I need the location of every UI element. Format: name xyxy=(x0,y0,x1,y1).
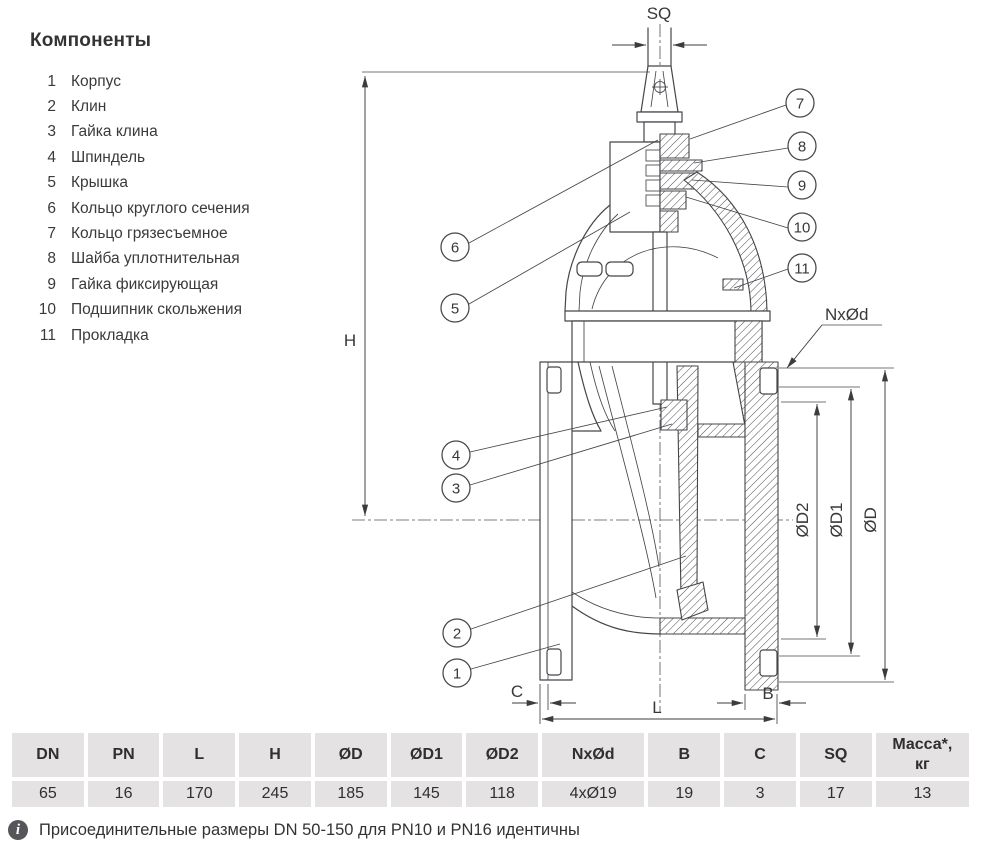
cell-od: 185 xyxy=(315,781,387,807)
cell-mass: 13 xyxy=(876,781,969,807)
table-header-row xyxy=(12,733,969,777)
col-header-od1: ØD1 xyxy=(391,733,463,777)
component-number: 4 xyxy=(47,148,56,166)
dim-label-od2: ØD2 xyxy=(793,502,812,538)
cell-h: 245 xyxy=(239,781,311,807)
cell-l: 170 xyxy=(163,781,235,807)
component-label: Кольцо круглого сечения xyxy=(71,199,250,217)
left-flange xyxy=(540,362,572,680)
col-header-c: C xyxy=(724,733,796,777)
col-header-od2: ØD2 xyxy=(466,733,538,777)
callout-7 xyxy=(690,89,814,139)
component-label: Крышка xyxy=(71,174,128,192)
component-label: Шпиндель xyxy=(71,148,146,166)
footnote xyxy=(8,820,580,840)
component-label: Прокладка xyxy=(71,326,149,344)
svg-text:11: 11 xyxy=(794,260,810,278)
col-header-b: B xyxy=(648,733,720,777)
component-label: Подшипник скольжения xyxy=(71,301,242,319)
component-label: Клин xyxy=(71,98,107,116)
cell-nxod: 4xØ19 xyxy=(542,781,644,807)
component-number: 8 xyxy=(47,250,56,268)
cell-od1: 145 xyxy=(391,781,463,807)
svg-text:2: 2 xyxy=(452,625,462,643)
col-header-od: ØD xyxy=(315,733,387,777)
component-number: 1 xyxy=(47,72,56,90)
component-number: 2 xyxy=(47,98,56,116)
svg-text:5: 5 xyxy=(450,300,460,318)
component-label: Шайба уплотнительная xyxy=(71,250,240,268)
col-header-nxod: NxØd xyxy=(542,733,644,777)
valve-body-outline xyxy=(540,28,778,690)
right-flange-section xyxy=(745,362,778,690)
info-icon: i xyxy=(8,820,28,840)
wiper-ring-section xyxy=(660,134,689,158)
col-header-l: L xyxy=(163,733,235,777)
component-number: 3 xyxy=(47,123,56,141)
svg-text:6: 6 xyxy=(450,239,460,257)
svg-text:4: 4 xyxy=(451,447,461,465)
dim-label-l: L xyxy=(652,698,662,717)
svg-text:7: 7 xyxy=(795,95,805,113)
page-title: Компоненты xyxy=(30,30,152,51)
component-label: Кольцо грязесъемное xyxy=(71,225,228,243)
component-number: 9 xyxy=(47,275,56,293)
cell-dn: 65 xyxy=(12,781,84,807)
col-header-sq: SQ xyxy=(800,733,872,777)
component-number: 6 xyxy=(47,199,56,217)
gasket-section xyxy=(723,279,743,290)
component-number: 7 xyxy=(47,225,56,243)
dim-h xyxy=(344,72,650,516)
svg-text:10: 10 xyxy=(793,219,811,237)
dim-label-sq: SQ xyxy=(646,4,672,23)
svg-text:1: 1 xyxy=(452,665,462,683)
dim-label-od: ØD xyxy=(861,507,880,533)
dim-sq xyxy=(612,4,707,45)
svg-text:9: 9 xyxy=(797,177,807,195)
col-header-pn: PN xyxy=(88,733,160,777)
svg-text:3: 3 xyxy=(451,480,461,498)
callout-8 xyxy=(694,132,816,163)
dimensions-table xyxy=(8,729,973,811)
table-data-row xyxy=(12,781,969,807)
svg-text:8: 8 xyxy=(797,138,807,156)
component-number: 11 xyxy=(39,326,56,344)
wedge-nut-section xyxy=(661,400,687,430)
dim-diameters xyxy=(779,368,894,682)
dim-label-od1: ØD1 xyxy=(827,502,846,538)
plain-bearing-section xyxy=(660,191,686,209)
cell-c: 3 xyxy=(724,781,796,807)
cell-b: 19 xyxy=(648,781,720,807)
cell-od2: 118 xyxy=(466,781,538,807)
col-header-dn: DN xyxy=(12,733,84,777)
col-header-mass: Масса*, кг xyxy=(876,733,969,777)
dim-bottom xyxy=(511,682,806,724)
dim-label-h: H xyxy=(343,331,357,350)
col-header-h: H xyxy=(239,733,311,777)
dim-label-nxod: NxØd xyxy=(825,305,869,324)
component-number: 5 xyxy=(47,174,56,192)
cell-pn: 16 xyxy=(88,781,160,807)
callout-10 xyxy=(686,197,816,241)
cell-sq: 17 xyxy=(800,781,872,807)
seal-washer-section xyxy=(660,160,702,171)
component-label: Гайка фиксирующая xyxy=(71,275,219,293)
component-label: Гайка клина xyxy=(71,123,158,141)
dim-label-c: C xyxy=(510,682,524,701)
footnote-text: Присоединительные размеры DN 50-150 для PN10 и PN16 идентичны xyxy=(39,820,580,839)
component-number: 10 xyxy=(38,301,56,319)
dim-nxod xyxy=(787,305,882,368)
component-label: Корпус xyxy=(71,72,121,90)
dim-label-b: B xyxy=(762,684,774,703)
